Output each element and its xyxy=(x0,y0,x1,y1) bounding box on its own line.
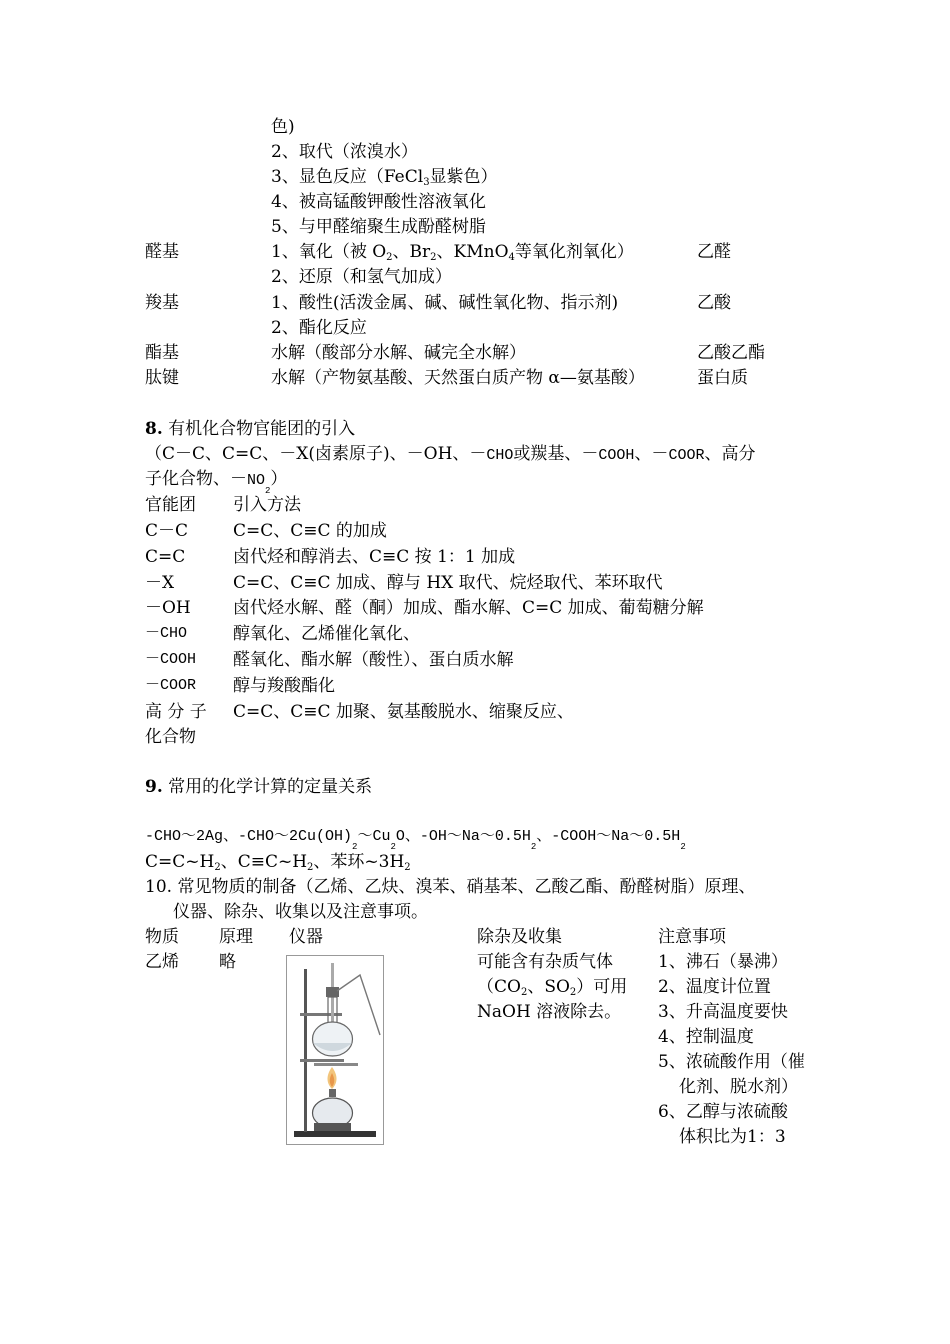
prep-note: 化剂、脱水剂） xyxy=(679,1077,798,1097)
aldehyde-prop-1: 1、氧化（被 $O_2$、$Br_2$、KMnO$_4$等氧化剂氧化） xyxy=(271,242,634,263)
section8-heading: 8. 有机化合物官能团的引入 xyxy=(145,419,356,439)
intro-method: 醇与羧酸酯化 xyxy=(233,676,335,696)
prep-purify-3: NaOH 溶液除去。 xyxy=(477,1002,622,1022)
prep-note: 1、沸石（暴沸） xyxy=(658,952,788,972)
intro-method: C=C、C≡C 加聚、氨基酸脱水、缩聚反应、 xyxy=(233,702,574,722)
prep-header-principle: 原理 xyxy=(219,927,253,947)
carboxyl-example: 乙酸 xyxy=(697,293,731,313)
intro-group: C=C xyxy=(145,547,186,567)
intro-method: C=C、C≡C 的加成 xyxy=(233,521,387,541)
section8-intro-1: （C－C、C=C、－X(卤素原子)、－OH、－CHO或羰基、－COOH、－COOR、高分 xyxy=(145,444,756,464)
intro-method: 卤代烃和醇消去、C≡C 按 1：1 加成 xyxy=(233,547,516,567)
prep-note: 4、控制温度 xyxy=(658,1027,754,1047)
prep-header-substance: 物质 xyxy=(145,927,179,947)
ester-example: 乙酸乙酯 xyxy=(697,343,765,363)
prep-note: 3、升高温度要快 xyxy=(658,1002,788,1022)
prep-purify-2: （$CO_2$、$SO_2$）可用 xyxy=(477,977,628,998)
peptide-prop-1: 水解（产物氨基酸、天然蛋白质产物 α—氨基酸） xyxy=(271,368,645,388)
group-name-ester: 酯基 xyxy=(145,343,179,363)
prep-note: 2、温度计位置 xyxy=(658,977,771,997)
section10-title-2: 仪器、除杂、收集以及注意事项。 xyxy=(173,902,428,922)
phenol-line-4: 5、与甲醛缩聚生成酚醛树脂 xyxy=(271,217,486,237)
prep-header-apparatus: 仪器 xyxy=(289,927,323,947)
intro-method: 醛氧化、酯水解（酸性）、蛋白质水解 xyxy=(233,650,514,670)
group-name-aldehyde: 醛基 xyxy=(145,242,179,262)
intro-group: C－C xyxy=(145,521,189,541)
intro-method: C=C、C≡C 加成、醇与 HX 取代、烷烃取代、苯环取代 xyxy=(233,573,663,593)
phenol-line-3: 4、被高锰酸钾酸性溶液氧化 xyxy=(271,192,486,212)
aldehyde-prop-2: 2、还原（和氢气加成） xyxy=(271,267,452,287)
prep-purify-1: 可能含有杂质气体 xyxy=(477,952,613,972)
intro-method: 卤代烃水解、醛（酮）加成、酯水解、C=C 加成、葡萄糖分解 xyxy=(233,598,704,618)
section9-line-2: $C=C\sim H_2$、$C\equiv C\sim H_2$、苯环$\sim 3H_2$ xyxy=(145,852,411,873)
ester-prop-1: 水解（酸部分水解、碱完全水解） xyxy=(271,343,526,363)
prep-note: 5、浓硫酸作用（催 xyxy=(658,1052,805,1072)
aldehyde-example: 乙醛 xyxy=(697,242,731,262)
peptide-example: 蛋白质 xyxy=(697,368,748,388)
phenol-line-2: 3、显色反应（FeCl$_3$显紫色） xyxy=(271,167,498,188)
group-name-carboxyl: 羧基 xyxy=(145,293,179,313)
section8-intro-2: 子化合物、$-NO_2$） xyxy=(145,469,288,496)
intro-group: －CHO xyxy=(145,625,188,642)
carboxyl-prop-1: 1、酸性(活泼金属、碱、碱性氧化物、指示剂) xyxy=(271,293,619,313)
ethylene-apparatus-illustration xyxy=(286,955,384,1145)
intro-group: －COOR xyxy=(145,677,197,694)
prep-header-purify: 除杂及收集 xyxy=(477,927,562,947)
phenol-line-0: 色) xyxy=(271,117,295,137)
intro-group: －X xyxy=(145,573,175,593)
prep-substance: 乙烯 xyxy=(145,952,179,972)
group-name-peptide: 肽键 xyxy=(145,368,179,388)
phenol-line-1: 2、取代（浓溴水） xyxy=(271,142,418,162)
section9-line-1: -CHO～2Ag、$-CHO\sim 2Cu(OH)_2\sim Cu_2O$、$-OH\sim Na\sim 0.5H_2$、$-COOH\sim Na\sim 0.5H_2$ xyxy=(145,828,686,852)
intro-group: 高 分 子 xyxy=(145,702,207,722)
carboxyl-prop-2: 2、酯化反应 xyxy=(271,318,367,338)
intro-group: －OH xyxy=(145,598,191,618)
section10-title-1: 10. 常见物质的制备（乙烯、乙炔、溴苯、硝基苯、乙酸乙酯、酚醛树脂）原理、 xyxy=(145,877,756,897)
intro-group: －COOH xyxy=(145,651,197,668)
section9-heading: 9. 常用的化学计算的定量关系 xyxy=(145,777,373,797)
intro-method: 醇氧化、乙烯催化氧化、 xyxy=(233,624,420,644)
intro-table-header-group: 官能团 xyxy=(145,495,196,515)
prep-principle: 略 xyxy=(219,952,236,972)
prep-note: 体积比为1：3 xyxy=(679,1127,786,1147)
prep-header-notes: 注意事项 xyxy=(658,927,726,947)
prep-note: 6、乙醇与浓硫酸 xyxy=(658,1102,788,1122)
intro-group: 化合物 xyxy=(145,727,196,747)
intro-table-header-method: 引入方法 xyxy=(233,495,301,515)
